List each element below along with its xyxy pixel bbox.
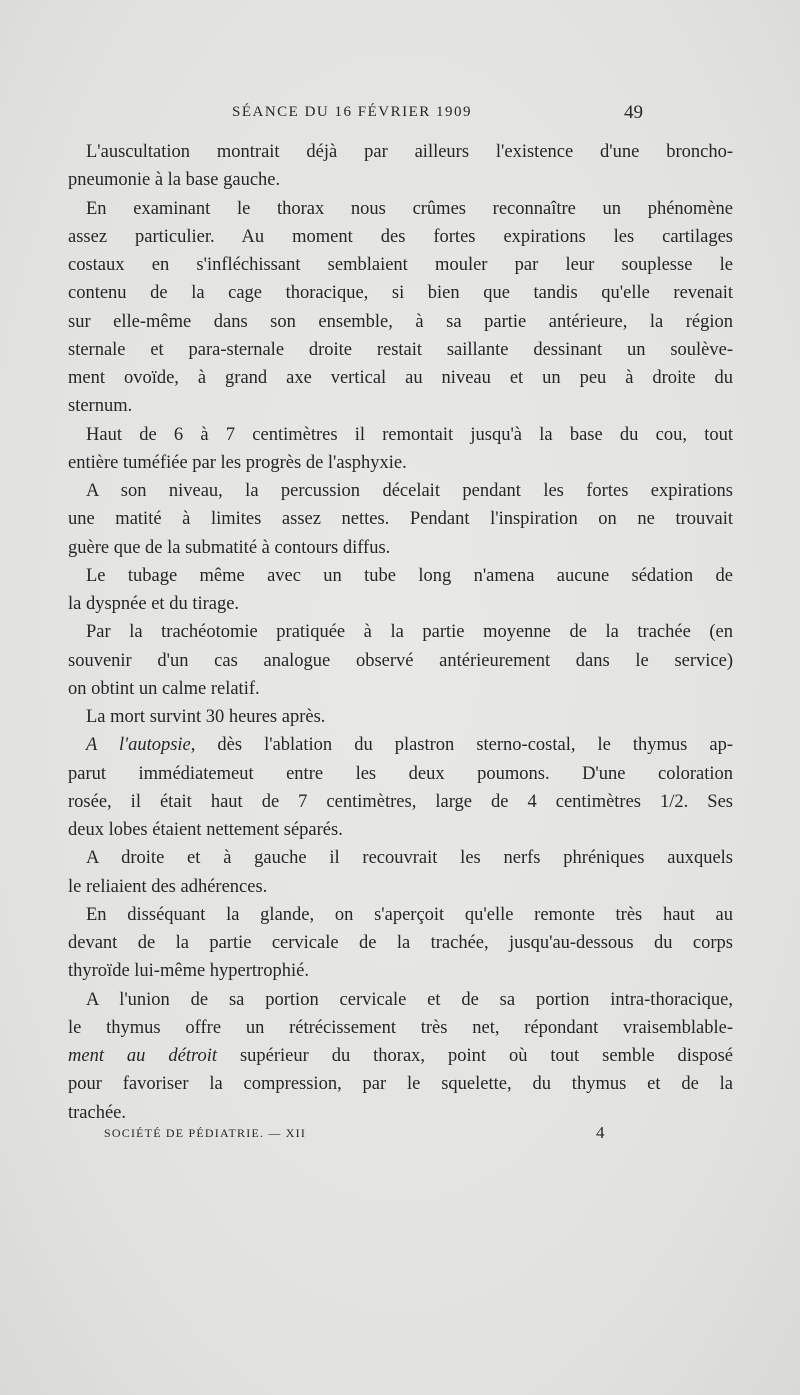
body-text <box>68 138 733 1127</box>
text-line <box>68 223 733 251</box>
text-line <box>68 703 733 731</box>
text-line <box>68 816 733 844</box>
text-line <box>68 308 733 336</box>
text-line <box>68 1042 733 1070</box>
text-segment: une matité à limites assez nettes. Pendant l'inspiration on ne trouvait <box>68 509 733 530</box>
text-segment: devant de la partie cervicale de la trachée, jusqu'au-dessous du corps <box>68 933 733 953</box>
text-segment: thyroïde lui-même hypertrophié. <box>68 961 309 982</box>
text-segment: costaux en s'infléchissant semblaient mouler par leur souplesse le <box>68 255 733 275</box>
text-segment: ment ovoïde, à grand axe vertical au niveau et un peu à droite du <box>68 368 733 388</box>
text-segment: trachée. <box>68 1102 127 1123</box>
italic-text: ment au détroit <box>68 1046 217 1066</box>
text-segment: sternale et para-sternale droite restait saillante dessinant un soulève- <box>68 339 733 360</box>
paragraph <box>68 901 733 986</box>
paragraph <box>68 421 733 478</box>
text-line <box>68 957 733 985</box>
text-line <box>68 844 733 872</box>
running-title: SÉANCE DU 16 FÉVRIER 1909 <box>232 104 473 120</box>
text-line <box>68 138 733 166</box>
paragraph <box>68 618 733 703</box>
text-segment: souvenir d'un cas analogue observé antérieurement dans le service) <box>68 650 733 671</box>
text-segment: pour favoriser la compression, par le squelette, du thymus et de la <box>68 1074 733 1095</box>
paragraph <box>68 477 733 562</box>
signature-mark: SOCIÉTÉ DE PÉDIATRIE. — XII <box>104 1126 307 1140</box>
text-line <box>68 449 733 477</box>
text-line <box>68 421 733 449</box>
text-segment: le thymus offre un rétrécissement très net, répondant vraisemblable- <box>68 1017 733 1038</box>
text-segment: pneumonie à la base gauche. <box>68 170 281 191</box>
paragraph <box>68 844 733 901</box>
text-line <box>68 618 733 646</box>
text-line <box>68 364 733 392</box>
text-line <box>68 1014 733 1042</box>
text-segment: , dès l'ablation du plastron sterno-costal, le thymus ap- <box>190 735 733 756</box>
text-line <box>68 1070 733 1098</box>
text-segment: entière tuméfiée par les progrès de l'asphyxie. <box>68 452 407 473</box>
page-header <box>0 104 800 128</box>
text-line <box>68 251 733 279</box>
text-segment: L'auscultation montrait déjà par ailleurs l'existence d'une broncho- <box>86 142 733 162</box>
text-line <box>68 760 733 788</box>
text-line <box>68 901 733 929</box>
text-segment: Haut de 6 à 7 centimètres il remontait jusqu'à la base du cou, tout <box>86 424 733 445</box>
sheet-number: 4 <box>596 1123 605 1142</box>
text-line <box>68 873 733 901</box>
text-line <box>68 647 733 675</box>
text-line <box>68 195 733 223</box>
text-line <box>68 731 733 759</box>
text-segment: A son niveau, la percussion décelait pendant les fortes expirations <box>86 481 733 501</box>
text-line <box>68 1099 733 1127</box>
paragraph <box>68 703 733 731</box>
text-line <box>68 675 733 703</box>
text-line <box>68 336 733 364</box>
text-line <box>68 562 733 590</box>
text-segment: Le tubage même avec un tube long n'amena aucune sédation de <box>86 565 733 586</box>
text-segment: En examinant le thorax nous crûmes reconnaître un phénomène <box>86 198 733 219</box>
text-segment: le reliaient des adhérences. <box>68 876 268 897</box>
text-segment: deux lobes étaient nettement séparés. <box>68 820 343 840</box>
paragraph <box>68 195 733 421</box>
text-line <box>68 788 733 816</box>
text-line <box>68 505 733 533</box>
text-line <box>68 534 733 562</box>
text-segment: assez particulier. Au moment des fortes expirations les cartilages <box>68 226 733 247</box>
text-segment: A l'union de sa portion cervicale et de sa portion intra-thoracique, <box>86 989 733 1010</box>
paragraph <box>68 986 733 1127</box>
text-segment: contenu de la cage thoracique, si bien que tandis qu'elle revenait <box>68 283 733 304</box>
text-segment: Par la trachéotomie pratiquée à la partie moyenne de la trachée (en <box>86 622 733 643</box>
text-line <box>68 279 733 307</box>
text-segment: sternum. <box>68 396 133 417</box>
paragraph <box>68 731 733 844</box>
text-segment: parut immédiatemeut entre les deux poumons. D'une coloration <box>68 763 733 784</box>
text-segment: on obtint un calme relatif. <box>68 678 260 699</box>
text-line <box>68 477 733 505</box>
text-segment: la dyspnée et du tirage. <box>68 594 240 614</box>
text-line <box>68 392 733 420</box>
paragraph <box>68 562 733 619</box>
text-line <box>68 986 733 1014</box>
paragraph <box>68 138 733 195</box>
text-line <box>68 166 733 194</box>
text-line <box>68 590 733 618</box>
text-line <box>68 929 733 957</box>
text-segment: guère que de la submatité à contours diffus. <box>68 537 391 558</box>
text-segment: supérieur du thorax, point où tout semble disposé <box>217 1046 733 1066</box>
page-number: 49 <box>624 102 643 123</box>
text-segment: A droite et à gauche il recouvrait les nerfs phréniques auxquels <box>86 848 733 869</box>
text-segment: sur elle-même dans son ensemble, à sa partie antérieure, la région <box>68 311 733 332</box>
text-segment: En disséquant la glande, on s'aperçoit qu'elle remonte très haut au <box>86 904 733 925</box>
italic-text: A l'autopsie <box>86 735 191 756</box>
text-segment: La mort survint 30 heures après. <box>86 707 326 727</box>
text-segment: rosée, il était haut de 7 centimètres, large de 4 centimètres 1/2. Ses <box>68 791 733 812</box>
